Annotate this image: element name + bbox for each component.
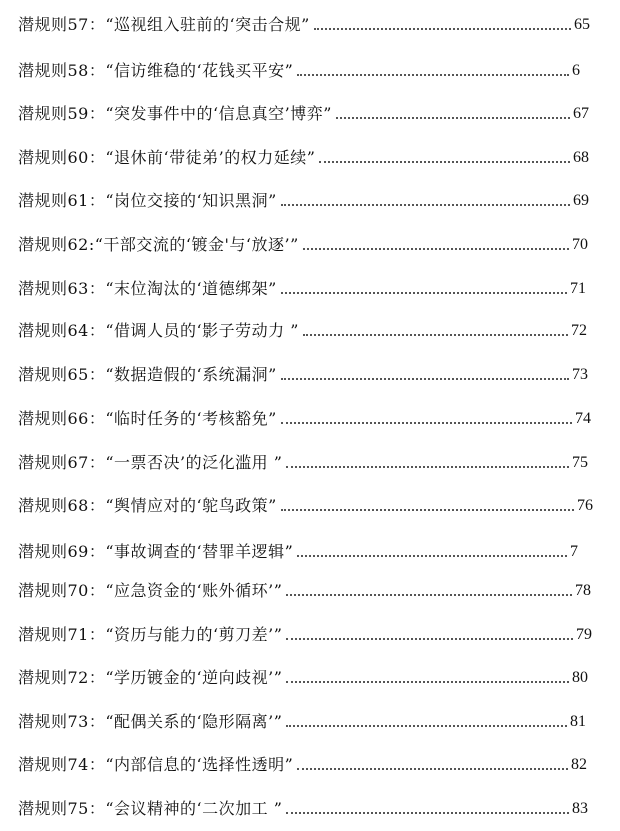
entry-title: 潜规则59：“突发事件中的‘信息真空’博弈” bbox=[18, 104, 332, 123]
dot-leader bbox=[281, 422, 572, 424]
dot-leader bbox=[286, 638, 573, 640]
toc-entry[interactable] bbox=[18, 618, 592, 646]
entry-title: 潜规则62:“干部交流的‘镀金'与‘放逐’” bbox=[18, 235, 299, 254]
entry-title: 潜规则64：“借调人员的‘影子劳动力 ” bbox=[18, 321, 299, 340]
toc-entry[interactable] bbox=[18, 402, 591, 430]
page-number: 74 bbox=[575, 410, 591, 427]
page-number: 70 bbox=[572, 236, 588, 253]
page-number: 72 bbox=[571, 322, 587, 339]
page-number: 78 bbox=[575, 582, 591, 599]
dot-leader bbox=[281, 378, 569, 380]
entry-title: 潜规则75：“会议精神的‘二次加工 ” bbox=[18, 799, 283, 818]
toc-entry[interactable] bbox=[18, 97, 589, 125]
entry-title: 潜规则74：“内部信息的‘选择性透明” bbox=[18, 755, 294, 774]
toc-entry[interactable] bbox=[18, 489, 593, 517]
entry-title: 潜规则60：“退休前‘带徒弟’的权力延续” bbox=[18, 148, 316, 167]
page-number: 6 bbox=[572, 62, 580, 79]
page-number: 7 bbox=[570, 543, 578, 560]
toc-entry[interactable] bbox=[18, 574, 591, 602]
dot-leader bbox=[286, 725, 567, 727]
toc-entry[interactable] bbox=[18, 661, 588, 689]
dot-leader bbox=[297, 768, 568, 770]
dot-leader bbox=[281, 509, 574, 511]
page-number: 83 bbox=[572, 800, 588, 817]
toc-entry[interactable] bbox=[18, 748, 587, 776]
toc-entry[interactable] bbox=[18, 314, 587, 342]
dot-leader bbox=[286, 466, 569, 468]
page-number: 73 bbox=[572, 366, 588, 383]
toc-entry[interactable] bbox=[18, 358, 588, 386]
entry-title: 潜规则66：“临时任务的‘考核豁免” bbox=[18, 409, 277, 428]
dot-leader bbox=[281, 292, 567, 294]
page-number: 76 bbox=[577, 497, 593, 514]
page-number: 82 bbox=[571, 756, 587, 773]
toc-entry[interactable] bbox=[18, 141, 589, 169]
dot-leader bbox=[303, 248, 569, 250]
toc-entry[interactable] bbox=[18, 228, 588, 256]
page-number: 75 bbox=[572, 454, 588, 471]
toc-entry[interactable] bbox=[18, 8, 590, 36]
toc-entry[interactable] bbox=[18, 54, 580, 82]
dot-leader bbox=[281, 204, 570, 206]
entry-title: 潜规则68：“舆情应对的‘鸵鸟政策” bbox=[18, 496, 277, 515]
dot-leader bbox=[286, 594, 572, 596]
entry-title: 潜规则70：“应急资金的‘账外循环’” bbox=[18, 581, 283, 600]
page-number: 80 bbox=[572, 669, 588, 686]
page-number: 65 bbox=[574, 16, 590, 33]
page-number: 81 bbox=[570, 713, 586, 730]
dot-leader bbox=[286, 681, 569, 683]
toc-entry[interactable] bbox=[18, 272, 586, 300]
toc-entry[interactable] bbox=[18, 705, 586, 733]
entry-title: 潜规则72：“学历镀金的‘逆向歧视’” bbox=[18, 668, 283, 687]
page-number: 68 bbox=[573, 149, 589, 166]
page-number: 71 bbox=[570, 280, 586, 297]
entry-title: 潜规则71：“资历与能力的‘剪刀差’” bbox=[18, 625, 283, 644]
entry-title: 潜规则63：“末位淘汰的‘道德绑架” bbox=[18, 279, 277, 298]
toc-entry[interactable] bbox=[18, 446, 588, 474]
toc-entry[interactable] bbox=[18, 535, 578, 563]
page-number: 67 bbox=[573, 105, 589, 122]
entry-title: 潜规则67：“一票否决’的泛化滥用 ” bbox=[18, 453, 283, 472]
entry-title: 潜规则57：“巡视组入驻前的‘突击合规” bbox=[18, 15, 310, 34]
toc-entry[interactable] bbox=[18, 792, 588, 820]
entry-title: 潜规则65：“数据造假的‘系统漏洞” bbox=[18, 365, 277, 384]
entry-title: 潜规则73：“配偶关系的‘隐形隔离’” bbox=[18, 712, 283, 731]
dot-leader bbox=[314, 28, 571, 30]
page-number: 69 bbox=[573, 192, 589, 209]
page-number: 79 bbox=[576, 626, 592, 643]
dot-leader bbox=[297, 74, 569, 76]
entry-title: 潜规则61：“岗位交接的‘知识黑洞” bbox=[18, 191, 277, 210]
dot-leader bbox=[336, 117, 570, 119]
dot-leader bbox=[319, 161, 570, 163]
dot-leader bbox=[286, 812, 569, 814]
entry-title: 潜规则69：“事故调查的‘替罪羊逻辑” bbox=[18, 542, 294, 561]
toc-entry[interactable] bbox=[18, 184, 589, 212]
dot-leader bbox=[303, 334, 568, 336]
dot-leader bbox=[297, 555, 567, 557]
entry-title: 潜规则58：“信访维稳的‘花钱买平安” bbox=[18, 61, 294, 80]
